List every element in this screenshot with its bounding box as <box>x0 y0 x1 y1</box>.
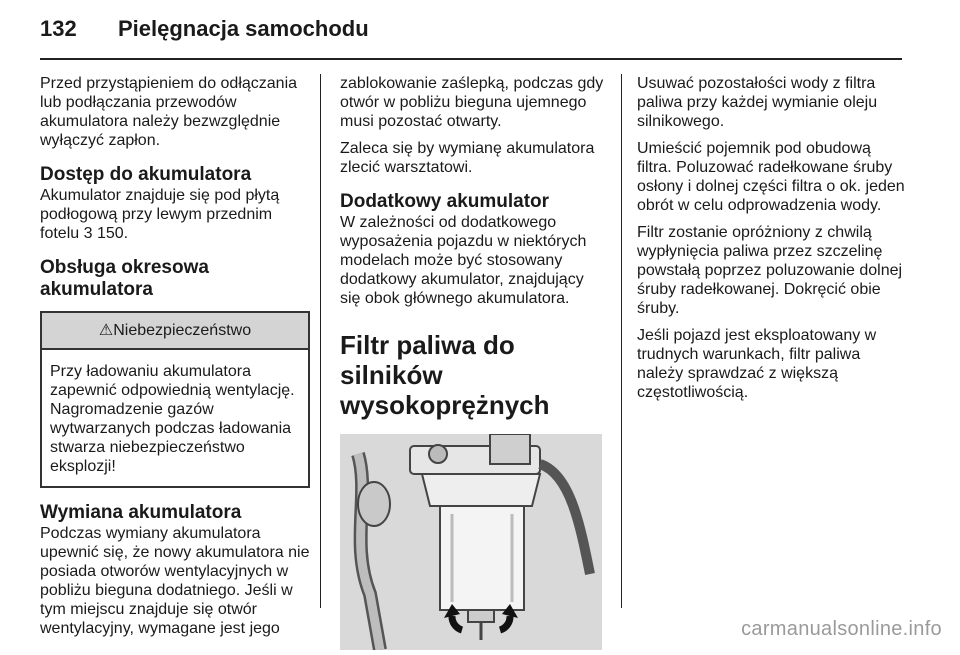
access-heading: Dostęp do akumulatora <box>40 164 252 185</box>
watermark: carmanualsonline.info <box>741 618 942 640</box>
page-number: 132 <box>40 16 77 41</box>
page-ref-link[interactable]: 150. <box>92 225 129 242</box>
service-heading: Obsługa okresowa akumulatora <box>40 257 209 300</box>
loosen-screws-paragraph: Umieścić pojemnik pod obudową filtra. Poluzować radełkowane śruby osłony i dolnej części filtra o ok. jeden obrót w celu odprowadzenia wody. <box>637 140 905 214</box>
warning-text: Przy ładowaniu akumulatora zapewnić odpowiednią wentylację. Nagromadzenie gazów wytwarzanych podczas ładowania stwarza niebezpieczeństwo eksplozji! <box>50 363 295 475</box>
column-divider-2 <box>621 74 622 608</box>
extra-battery-heading: Dodatkowy akumulator <box>340 191 550 212</box>
access-paragraph <box>40 186 310 243</box>
drain-paragraph: Filtr zostanie opróżniony z chwilą wypłynięcia paliwa przez szczelinę powstałą poprzez poluzowanie dolnej śruby radełkowanej. Dokręcić obie śruby. <box>637 224 903 317</box>
fuel-filter-drawing <box>340 434 602 650</box>
advice-paragraph: Zaleca się by wymianę akumulatora zlecić warsztatowi. <box>340 140 595 176</box>
chapter-title: Pielęgnacja samochodu <box>118 16 369 41</box>
replace-paragraph: Podczas wymiany akumulatora upewnić się, że nowy akumulatora nie posiada otworów wentylacyjnych w pobliżu bieguna dodatniego. Jeśli w tym miejscu znajduje się otwór wentylacyjny, wymagane jest jego <box>40 525 310 637</box>
page-ref-arrow-icon: 3 <box>83 225 93 242</box>
harsh-conditions-paragraph: Jeśli pojazd jest eksploatowany w trudnych warunkach, filtr paliwa należy sprawdzać z większą częstotliwością. <box>637 327 877 401</box>
column-divider-1 <box>320 74 321 608</box>
fuel-filter-heading: Filtr paliwa do silników wysokoprężnych <box>340 330 550 420</box>
column-1 <box>40 74 310 646</box>
header-divider <box>40 58 902 60</box>
warning-box <box>40 311 310 488</box>
warning-icon: ⚠ <box>98 322 114 339</box>
warning-title: Niebezpieczeństwo <box>113 322 252 339</box>
continued-paragraph: zablokowanie zaślepką, podczas gdy otwór w pobliżu bieguna ujemnego musi pozostać otwarty. <box>340 75 604 130</box>
column-2 <box>340 74 608 650</box>
intro-paragraph: Przed przystąpieniem do odłączania lub podłączania przewodów akumulatora należy bezwzględnie wyłączyć zapłon. <box>40 75 298 149</box>
replace-heading: Wymiana akumulatora <box>40 502 242 523</box>
access-text: Akumulator znajduje się pod płytą podłogową przy lewym przednim fotelu <box>40 187 280 242</box>
warning-header <box>42 313 308 350</box>
column-3 <box>637 74 907 410</box>
fuel-filter-illustration <box>340 434 602 650</box>
water-removal-paragraph: Usuwać pozostałości wody z filtra paliwa przy każdej wymianie oleju silnikowego. <box>637 75 878 130</box>
page-header <box>40 14 930 48</box>
extra-battery-paragraph: W zależności od dodatkowego wyposażenia pojazdu w niektórych modelach może być stosowany dodatkowy akumulator, znajdujący się obok głównego akumulatora. <box>340 214 587 307</box>
